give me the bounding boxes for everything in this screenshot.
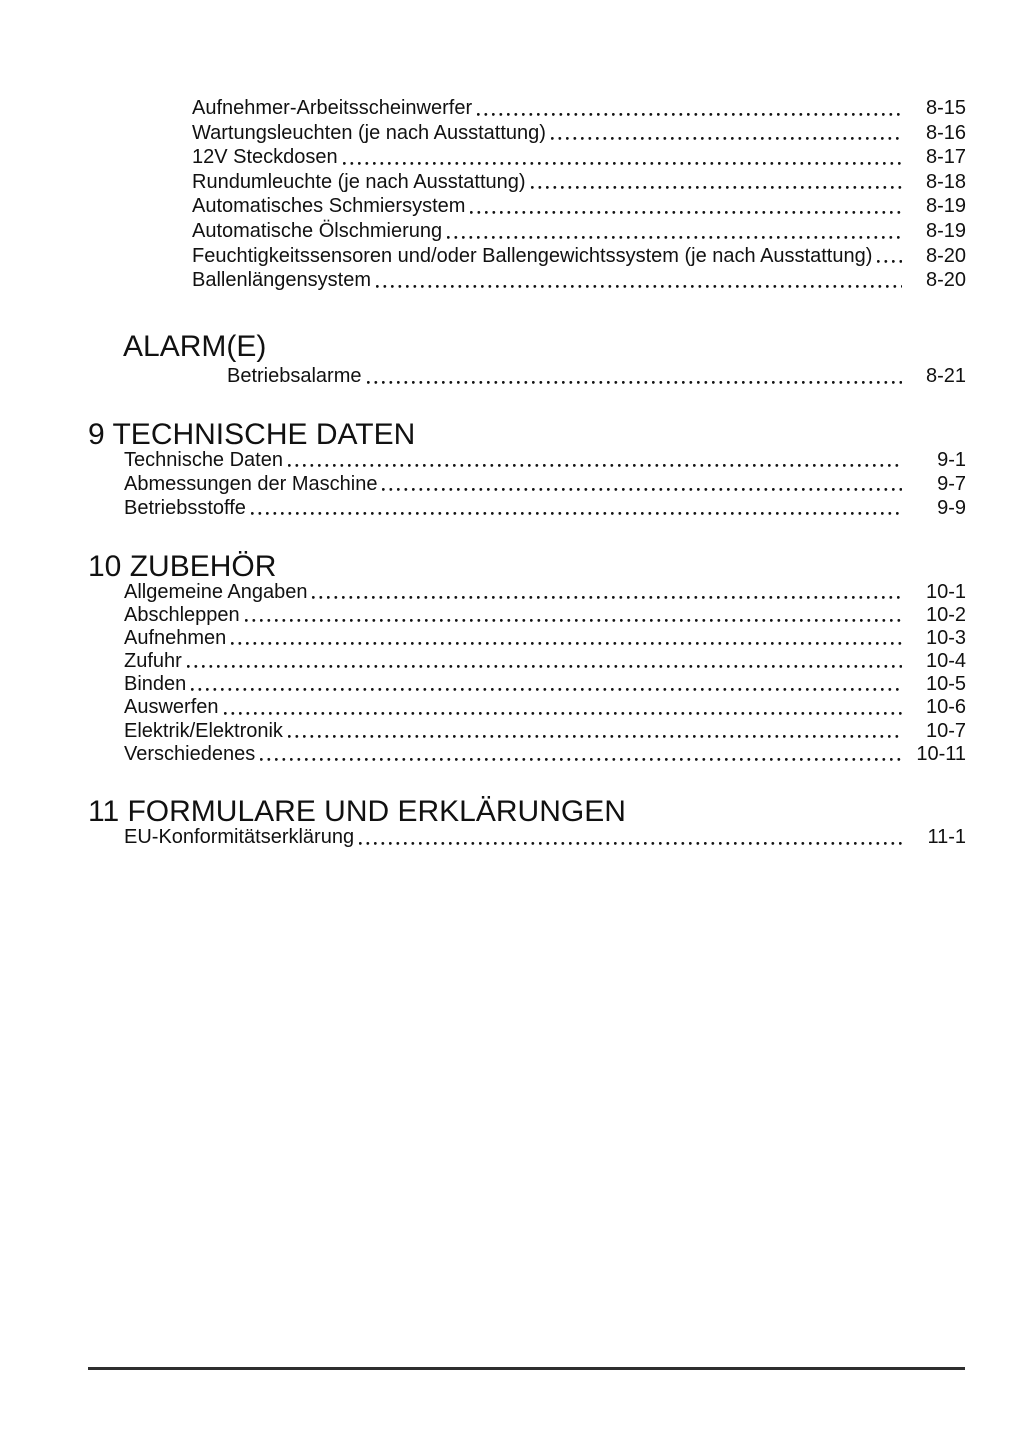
toc-entry-title: 12V Steckdosen (192, 146, 338, 169)
toc-entry (124, 720, 966, 743)
toc-entry (192, 121, 966, 146)
toc-list-chapter-9 (124, 448, 966, 520)
toc-entry-title: Rundumleuchte (je nach Ausstattung) (192, 170, 526, 193)
toc-entry-page: 8-21 (925, 365, 966, 387)
toc-entry (124, 448, 966, 472)
toc-entry-title: EU-Konformitätserklärung (124, 826, 355, 848)
toc-entry (192, 219, 966, 244)
dot-leader (872, 244, 910, 269)
dot-leader (526, 170, 910, 195)
toc-entry-title: Allgemeine Angaben (124, 581, 308, 603)
toc-entry-title: Ballenlängensystem (192, 269, 371, 292)
toc-entry-page: 8-17 (925, 146, 966, 169)
toc-entry-title: Feuchtigkeitssensoren und/oder Ballengewichtssystem (je nach Ausstattung) (192, 244, 873, 267)
toc-entry (124, 627, 966, 650)
footer-rule (88, 1367, 965, 1370)
toc-list-chapter-10 (124, 581, 966, 766)
toc-entry (192, 194, 966, 219)
dot-leader (465, 194, 910, 219)
toc-entry (192, 244, 966, 269)
toc-entry-title: Aufnehmen (124, 627, 227, 650)
toc-entry-title: Zufuhr (124, 650, 182, 673)
toc-entry-title: Abmessungen der Maschine (124, 473, 378, 495)
chapter-heading-10: 10 ZUBEHÖR (88, 550, 277, 583)
dot-leader (354, 824, 910, 850)
toc-list-chapter-11 (124, 824, 966, 850)
toc-entry (124, 824, 966, 850)
toc-entry (124, 496, 966, 520)
dot-leader (472, 96, 910, 121)
toc-entry (124, 472, 966, 496)
toc-entry-page: 9-9 (937, 497, 966, 519)
toc-entry-page: 8-16 (925, 121, 966, 144)
toc-entry-page: 10-1 (925, 581, 966, 603)
toc-entry (124, 696, 966, 719)
toc-entry (124, 604, 966, 627)
dot-leader (255, 743, 910, 766)
toc-entry-page: 10-5 (925, 673, 966, 696)
toc-entry (192, 268, 966, 293)
section-heading-alarme: ALARM(E) (123, 330, 267, 363)
toc-entry (124, 650, 966, 673)
toc-entry-page: 8-18 (925, 170, 966, 193)
chapter-heading-9: 9 TECHNISCHE DATEN (88, 418, 416, 451)
toc-entry-title: Betriebsalarme (227, 365, 362, 387)
chapter-heading-11: 11 FORMULARE UND ERKLÄRUNGEN (88, 795, 626, 828)
toc-entry-title: Technische Daten (124, 449, 283, 471)
dot-leader (246, 496, 910, 520)
toc-entry-title: Automatisches Schmiersystem (192, 195, 466, 218)
dot-leader (186, 673, 910, 696)
toc-list-chapter-8 (192, 96, 966, 293)
toc-entry-title: Verschiedenes (124, 742, 256, 765)
toc-entry (227, 363, 966, 389)
toc-entry-page: 9-7 (937, 473, 966, 495)
dot-leader (219, 696, 911, 719)
toc-entry-page: 10-2 (925, 604, 966, 627)
dot-leader (377, 472, 910, 496)
toc-entry-title: Binden (124, 673, 187, 696)
toc-entry (192, 145, 966, 170)
dot-leader (546, 121, 910, 146)
toc-entry (124, 581, 966, 604)
toc-entry-page: 8-20 (925, 244, 966, 267)
toc-entry-title: Automatische Ölschmierung (192, 219, 443, 242)
toc-entry-title: Auswerfen (124, 696, 219, 719)
dot-leader (338, 145, 910, 170)
toc-entry-page: 9-1 (937, 449, 966, 471)
toc-entry-page: 11-1 (927, 826, 966, 848)
toc-entry-page: 8-19 (925, 195, 966, 218)
toc-list-alarme (227, 363, 966, 389)
toc-entry-title: Betriebsstoffe (124, 497, 246, 519)
dot-leader (442, 219, 910, 244)
toc-entry-page: 10-7 (925, 719, 966, 742)
dot-leader (240, 604, 910, 627)
toc-entry-page: 10-6 (925, 696, 966, 719)
toc-entry (124, 673, 966, 696)
dot-leader (307, 581, 910, 604)
toc-entry-page: 10-3 (925, 627, 966, 650)
dot-leader (371, 268, 910, 293)
toc-entry (124, 743, 966, 766)
toc-entry-title: Elektrik/Elektronik (124, 719, 283, 742)
toc-entry-page: 8-20 (925, 269, 966, 292)
toc-entry (192, 170, 966, 195)
toc-entry-title: Aufnehmer-Arbeitsscheinwerfer (192, 97, 473, 119)
toc-entry-page: 8-15 (925, 97, 966, 119)
dot-leader (283, 448, 910, 472)
toc-entry-page: 8-19 (925, 219, 966, 242)
dot-leader (182, 650, 910, 673)
toc-entry-title: Abschleppen (124, 604, 240, 627)
dot-leader (226, 627, 910, 650)
toc-entry (192, 96, 966, 121)
dot-leader (283, 720, 910, 743)
toc-entry-page: 10-4 (925, 650, 966, 673)
toc-entry-title: Wartungsleuchten (je nach Ausstattung) (192, 121, 546, 144)
dot-leader (362, 363, 910, 389)
toc-entry-page: 10-11 (916, 742, 966, 765)
